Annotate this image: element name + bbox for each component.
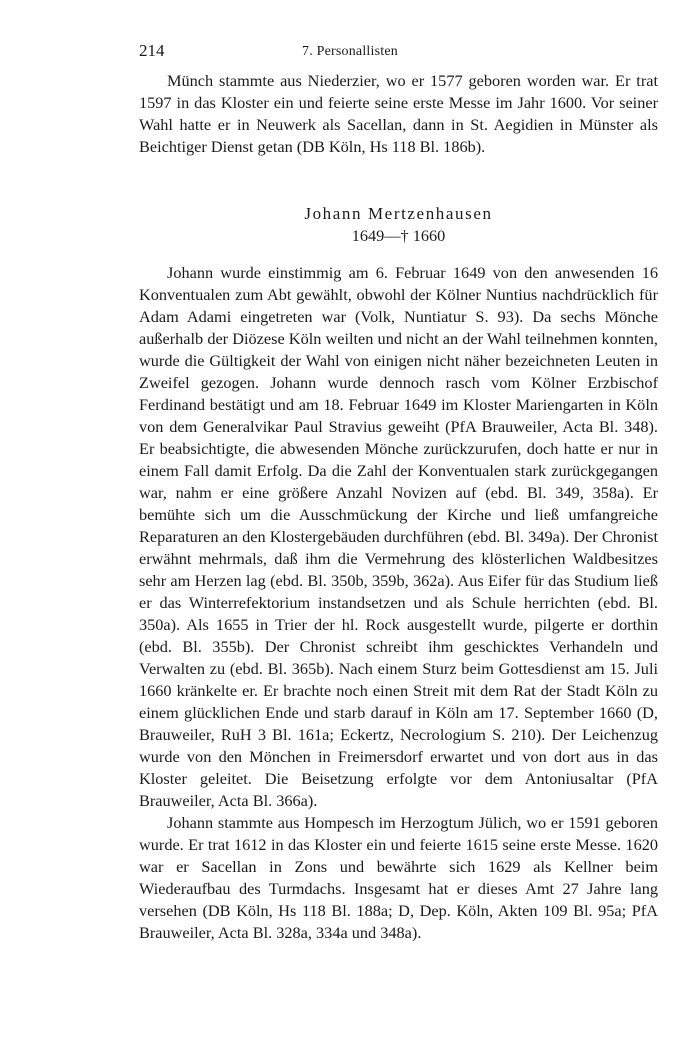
- entry-paragraph-2: Johann stammte aus Hompesch im Herzogtum Jülich, wo er 1591 geboren wurde. Er trat 1612 in das Kloster ein und feierte 1615 seine erste Messe. 1620 war er Sacellan in Zons und bewährte sich 1629 als Kellner beim Wiederaufbau des Turmdachs. Insgesamt hat er dieses Amt 27 Jahre lang versehen (DB Köln, Hs 118 Bl. 188a; D, Dep. Köln, Akten 109 Bl. 95a; PfA Brauweiler, Acta Bl. 328a, 334a und 348a).: [139, 813, 658, 942]
- entry-dates: 1649—† 1660: [351, 226, 446, 245]
- entry-paragraph-1: Johann wurde einstimmig am 6. Februar 1649 von den anwesenden 16 Konventualen zum Abt gewählt, obwohl der Kölner Nuntius nachdrücklich für Adam Adami eingetreten war (Volk, Nuntiatur S. 93). Da sechs Mönche außerhalb der Diözese Köln weilten und nicht an der Wahl teilnehmen konnten, wurde die Gültigkeit der Wahl von einigen nicht näher bezeichneten Leuten in Zweifel gezogen. Johann wurde dennoch rasch vom Kölner Erzbischof Ferdinand bestätigt und am 18. Februar 1649 im Kloster Mariengarten in Köln von dem Generalvikar Paul Stravius geweiht (PfA Brauweiler, Acta Bl. 348). Er beabsichtigte, die abwesenden Mönche zurückzurufen, doch hatte er nur in einem Fall damit Erfolg. Da die Zahl der Konventualen stark zurückgegangen war, nahm er eine größere Anzahl Novizen auf (ebd. Bl. 349, 358a). Er bemühte sich um die Ausschmückung der Kirche und ließ umfangreiche Reparaturen an den Klostergebäuden durchführen (ebd. Bl. 349a). Der Chronist erwähnt mehrmals, daß ihm die Vermehrung des klösterlichen Waldbesitzes sehr am Herzen lag (ebd. Bl. 350b, 359b, 362a). Aus Eifer für das Studium ließ er das Winterrefektorium instandsetzen und als Schule herrichten (ebd. Bl. 350a). Als 1655 in Trier der hl. Rock ausgestellt wurde, pilgerte er dorthin (ebd. Bl. 355b). Der Chronist schreibt ihm geschicktes Verhandeln und Verwalten zu (ebd. Bl. 365b). Nach einem Sturz beim Gottesdienst am 15. Juli 1660 kränkelte er. Er brachte noch einen Streit mit dem Rat der Stadt Köln zu einem glücklichen Ende und starb darauf in Köln am 17. September 1660 (D, Brauweiler, RuH 3 Bl. 161a; Eckertz, Necrologium S. 210). Der Leichenzug wurde von den Mönchen in Freimersdorf erwartet und von dort aus in das Kloster geleitet. Die Beisetzung erfolgte vor dem Antoniusaltar (PfA Brauweiler, Acta Bl. 366a).: [139, 263, 658, 810]
- entry-name: Johann Mertzenhausen: [304, 204, 493, 223]
- page-number: 214: [139, 41, 165, 60]
- running-head: 7. Personallisten: [302, 44, 398, 59]
- entry-text-block: [139, 262, 658, 944]
- intro-text-block: [139, 70, 658, 158]
- intro-paragraph: Münch stammte aus Niederzier, wo er 1577 geboren worden war. Er trat 1597 in das Kloster ein und feierte seine erste Messe im Jahr 1600. Vor seiner Wahl hatte er in Neuwerk als Sacellan, dann in St. Aegidien in Münster als Beichtiger Dienst getan (DB Köln, Hs 118 Bl. 186b).: [139, 71, 658, 156]
- entry-heading: [139, 203, 658, 247]
